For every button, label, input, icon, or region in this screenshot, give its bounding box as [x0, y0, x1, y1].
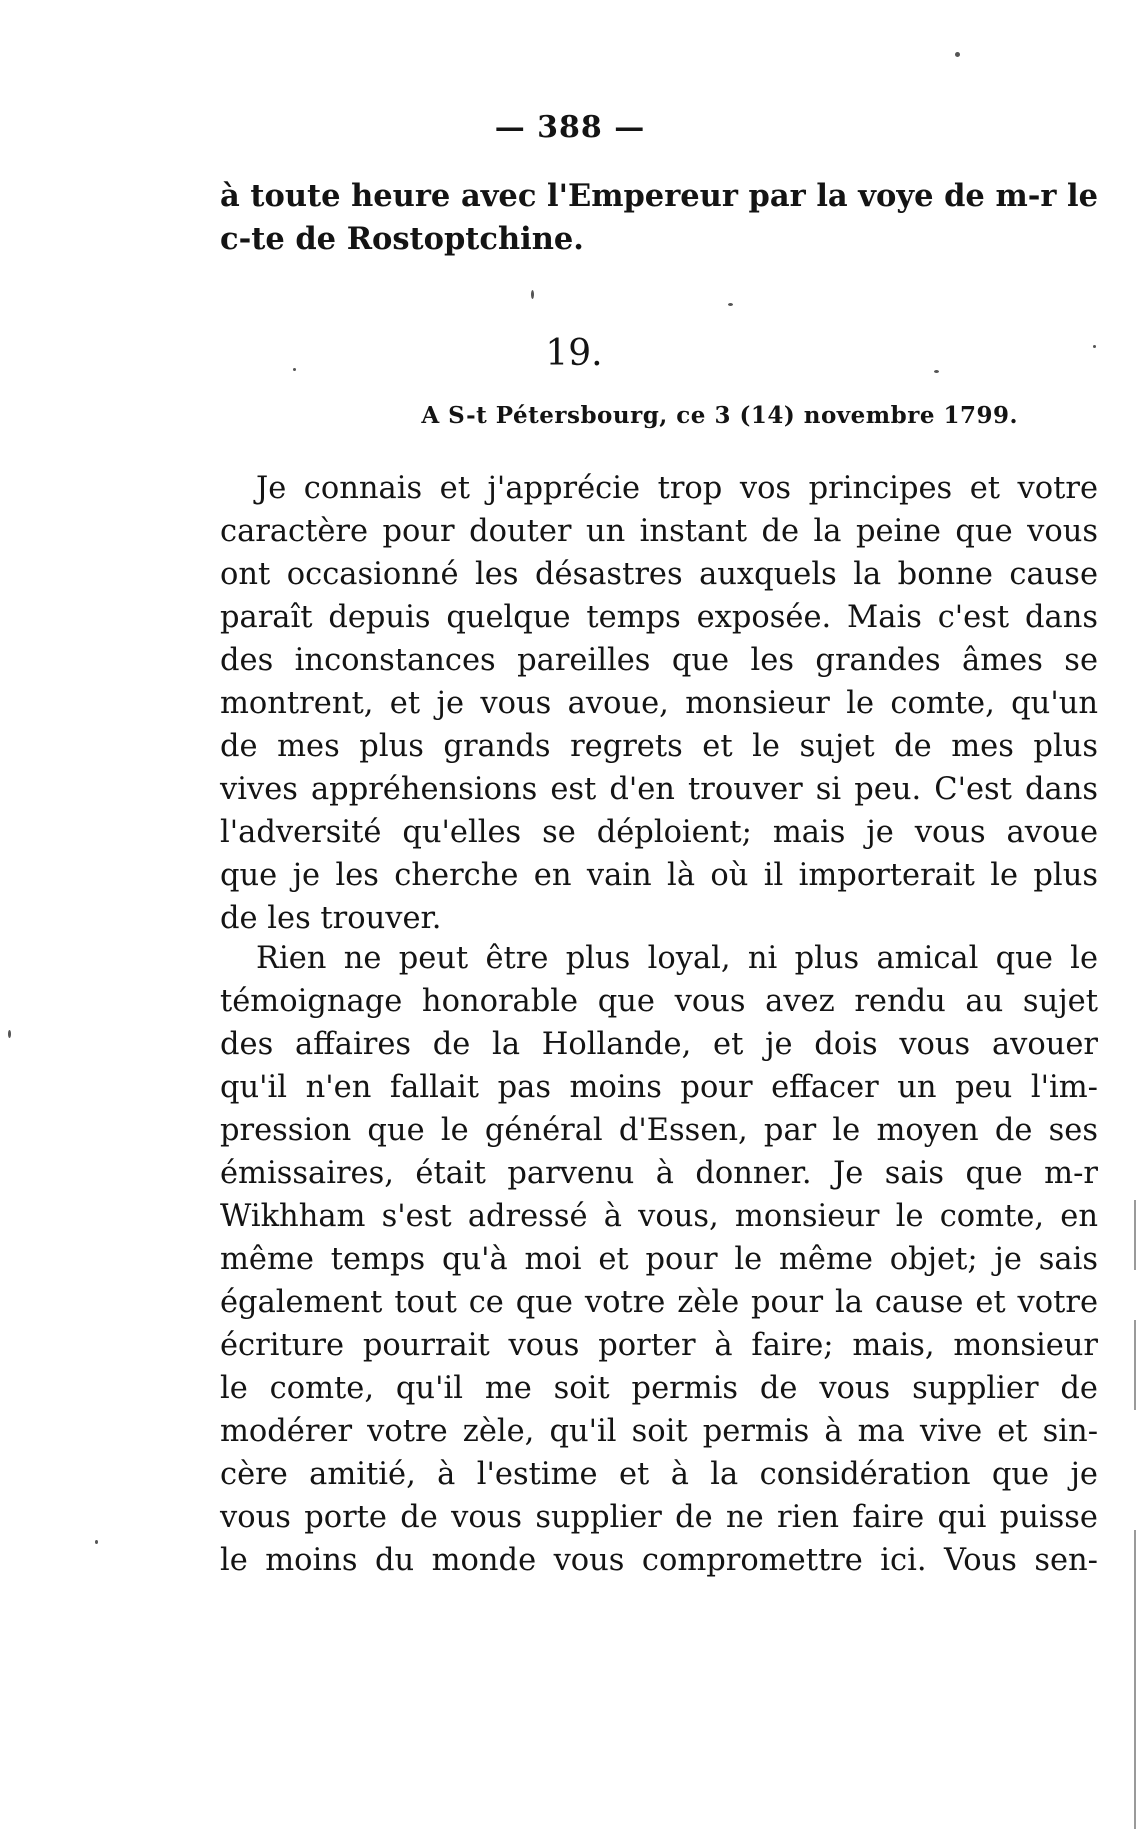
- letter-dateline: A S-t Pétersbourg, ce 3 (14) novembre 1799.: [421, 402, 1018, 429]
- text-line: Je connais et j'apprécie trop vos principes et votre: [256, 471, 1098, 506]
- text-line: Rien ne peut être plus loyal, ni plus amical que le: [256, 941, 1098, 976]
- letter-number: 19.: [545, 333, 603, 374]
- text-line: émissaires, était parvenu à donner. Je sais que m-r: [220, 1156, 1098, 1191]
- letter-paragraph-1: [220, 467, 1098, 940]
- continuation-text: [220, 175, 1098, 261]
- text-line: vous porte de vous supplier de ne rien faire qui puisse: [220, 1500, 1098, 1535]
- scan-edge: [1134, 1530, 1136, 1829]
- text-line: des inconstances pareilles que les grandes âmes se: [220, 643, 1098, 678]
- text-line: paraît depuis quelque temps exposée. Mais c'est dans: [220, 600, 1098, 635]
- text-line: modérer votre zèle, qu'il soit permis à ma vive et sin-: [220, 1414, 1098, 1449]
- scan-speck: [531, 290, 534, 299]
- continuation-line: c-te de Rostoptchine.: [220, 221, 584, 257]
- letter-paragraph-2: [220, 937, 1098, 1582]
- text-line: vives appréhensions est d'en trouver si peu. C'est dans: [220, 772, 1098, 807]
- text-line: montrent, et je vous avoue, monsieur le comte, qu'un: [220, 686, 1098, 721]
- text-line: le moins du monde vous compromettre ici. Vous sen-: [220, 1543, 1098, 1578]
- text-line: l'adversité qu'elles se déploient; mais je vous avoue: [220, 815, 1098, 850]
- scan-speck: [8, 1030, 11, 1038]
- scan-speck: [95, 1540, 98, 1544]
- text-line: témoignage honorable que vous avez rendu au sujet: [220, 984, 1098, 1019]
- continuation-line: à toute heure avec l'Empereur par la voye de m-r le: [220, 178, 1099, 214]
- text-line: cère amitié, à l'estime et à la considération que je: [220, 1457, 1098, 1492]
- scan-edge: [1134, 1320, 1136, 1410]
- scan-speck: [955, 52, 960, 57]
- scan-speck: [1093, 345, 1096, 348]
- scan-speck: [293, 368, 296, 371]
- text-line: des affaires de la Hollande, et je dois vous avouer: [220, 1027, 1098, 1062]
- scan-speck: [934, 370, 939, 373]
- text-line: pression que le général d'Essen, par le moyen de ses: [220, 1113, 1098, 1148]
- scan-speck: [728, 303, 733, 306]
- text-line: également tout ce que votre zèle pour la cause et votre: [220, 1285, 1098, 1320]
- text-line: de mes plus grands regrets et le sujet de mes plus: [220, 729, 1098, 764]
- text-line: de les trouver.: [220, 901, 442, 936]
- scan-edge: [1134, 1200, 1136, 1270]
- text-line: caractère pour douter un instant de la peine que vous: [220, 514, 1098, 549]
- text-line: même temps qu'à moi et pour le même objet; je sais: [220, 1242, 1098, 1277]
- text-line: écriture pourrait vous porter à faire; mais, monsieur: [220, 1328, 1098, 1363]
- text-line: Wikhham s'est adressé à vous, monsieur le comte, en: [220, 1199, 1098, 1234]
- text-line: le comte, qu'il me soit permis de vous supplier de: [220, 1371, 1098, 1406]
- text-line: ont occasionné les désastres auxquels la bonne cause: [220, 557, 1098, 592]
- text-line: que je les cherche en vain là où il importerait le plus: [220, 858, 1098, 893]
- text-line: qu'il n'en fallait pas moins pour effacer un peu l'im-: [220, 1070, 1098, 1105]
- page-number: — 388 —: [494, 110, 646, 145]
